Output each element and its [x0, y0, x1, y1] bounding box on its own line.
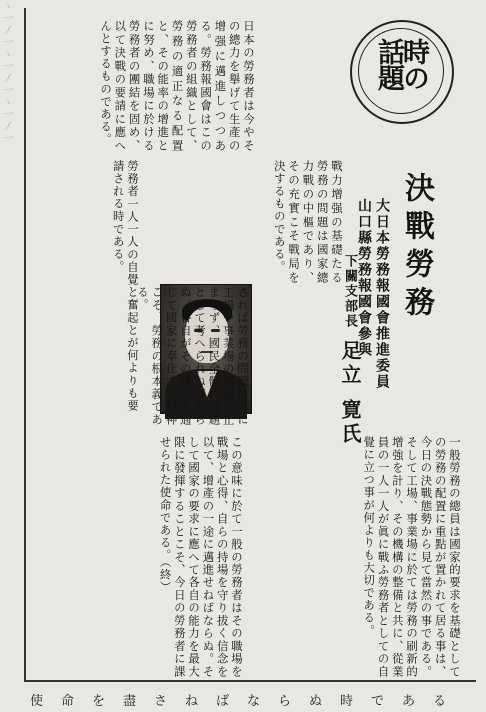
column-emblem [350, 20, 454, 124]
article-title: 決戰勞務 [399, 172, 434, 324]
bottom-border-rule [24, 680, 476, 682]
bleed-through-strip [2, 0, 22, 712]
body-column-2: この意味に於て一般の勞務者はその職場を戰場と心得、自らの持場を守り拔く信念を以て、增產の一途に邁進せねばならぬ。そして國家の要求に應へて各自の能力を最大限に發揮することこそ、今日の勞務者に課せられた使命である。（終） [158, 436, 244, 678]
body-column-3: 戰力增强の基礎たる勞務の問題は國家總力戰の中樞であり、その充實こそ戰局を決するものである。 [272, 160, 344, 284]
byline-role-1: 大日本勞務報國會推進委員 [374, 198, 390, 390]
emblem-label: 時の話題 [373, 38, 429, 90]
footer-running-text: 使命を盡さねばならぬ時である [30, 694, 465, 709]
byline-role-3: 下關支部長 [342, 254, 357, 329]
body-column-6: されば勞務の問題は單に工場や事業場の問題に止まらず、國民全體の問題として考へられねばならぬ。各自がその職分を通じて國家に奉仕する精神こそ、勞務の根本義である。 [135, 286, 250, 426]
body-column-5: 勞務者一人一人の自覺と奮起とが何よりも要請される時である。 [111, 160, 140, 412]
bleed-through-text: ヽ一ノ一ヽ一ノ一ヽ一ノ一 [1, 0, 14, 144]
byline-role-2: 山口縣勞務報國會參與 [356, 198, 372, 358]
left-border-rule [24, 8, 26, 680]
body-column-4: 日本の勞務者は今やその總力を擧げて生產の增强に邁進しつつある。勞務報國會はこの勞務者の組織として、勞務の適正なる配置と、その能率の增進とに努め、職場に於ける勞務者の團結を固め、以て決戰の要請に應へんとするものである。 [99, 20, 256, 152]
author-name: 足立 寛氏 [338, 340, 362, 447]
body-column-1: 一般勞務の總員は國家的要求を基礎としての勞務の配置に重點が置かれて居る事は、今日の決戰態勢から見て當然の事である。そして工場、事業場に於ては勞務の刷新的增強を計り、その機構の整備と共に、從業員の一人一人が眞に戰ふ勞務者としての自覺に立つ事が何よりも大切である。 [362, 436, 462, 678]
